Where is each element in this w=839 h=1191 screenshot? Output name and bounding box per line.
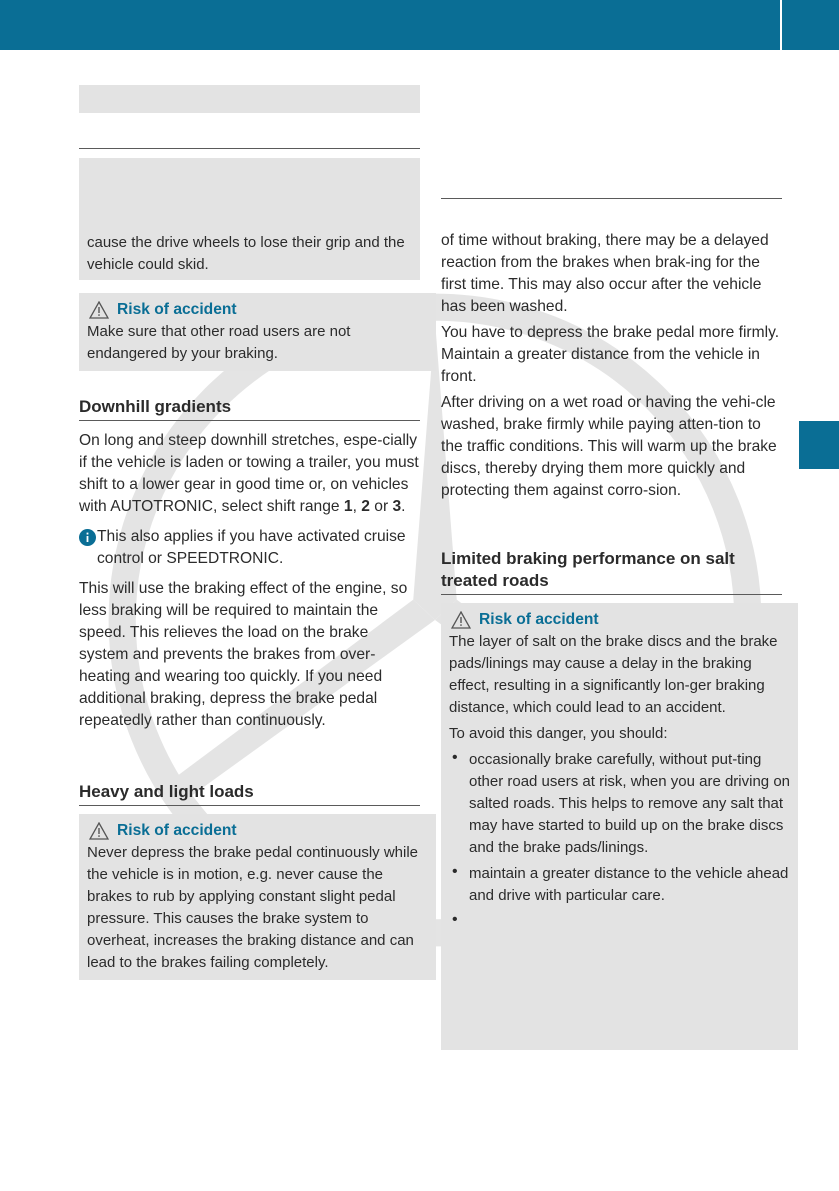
info-icon bbox=[79, 526, 97, 570]
warning-text: Never depress the brake pedal continuously while the vehicle is in motion, e.g. never cause the brakes to rub by applying constant slight pedal pressure. This causes the brake system to overheat, increases the braking distance and can lead to the brakes failing completely. bbox=[87, 844, 419, 971]
warning-heading bbox=[449, 609, 790, 631]
brakes-para2: You have to depress the brake pedal more firmly. Maintain a greater distance from the vehicle in front. bbox=[441, 324, 780, 385]
brakes-para1: of time without braking, there may be a delayed reaction from the brakes when brak-ing for the first time. This may also occur after the vehicle has been washed. bbox=[441, 232, 769, 315]
bullet-marker: • bbox=[452, 749, 458, 766]
salt-warning-text2: To avoid this danger, you should: bbox=[449, 725, 668, 742]
list-item bbox=[449, 749, 790, 859]
rule bbox=[441, 594, 782, 595]
warning-heading bbox=[87, 820, 428, 842]
heading-salt-roads: Limited braking performance on salt treated roads bbox=[441, 549, 735, 590]
list-item bbox=[449, 911, 790, 929]
range-3: 3 bbox=[392, 498, 402, 515]
downhill-para1 bbox=[79, 430, 420, 518]
header-divider bbox=[780, 0, 782, 50]
heading-loads: Heavy and light loads bbox=[79, 782, 254, 801]
bullet-marker: • bbox=[452, 911, 458, 928]
warning-text: Make sure that other road users are not endangered by your braking. bbox=[87, 323, 351, 362]
section-title-bar bbox=[79, 85, 420, 113]
page-header-bar bbox=[0, 0, 839, 50]
info-box-top bbox=[79, 158, 420, 280]
rule bbox=[441, 198, 782, 199]
rule bbox=[79, 148, 420, 149]
warning-title: Risk of accident bbox=[117, 301, 237, 318]
rule bbox=[79, 805, 420, 806]
list-item bbox=[449, 863, 790, 907]
bullet-text: maintain a greater distance to the vehicle ahead and drive with particular care. bbox=[469, 865, 789, 904]
warning-title: Risk of accident bbox=[117, 822, 237, 839]
salt-warning-text1: The layer of salt on the brake discs and the brake pads/linings may cause a delay in the braking effect, resulting in a significantly lon-ger braking distance, which could lead to an accident. bbox=[449, 633, 778, 716]
range-sep-2: or bbox=[369, 498, 393, 515]
warning-triangle-icon bbox=[89, 301, 109, 319]
top-box-text: cause the drive wheels to lose their grip and the vehicle could skid. bbox=[87, 234, 405, 273]
range-sep-1: , bbox=[352, 498, 362, 515]
range-1: 1 bbox=[343, 498, 353, 515]
warning-heading bbox=[87, 299, 428, 321]
warning-triangle-icon bbox=[89, 822, 109, 840]
brakes-para3: After driving on a wet road or having the vehi-cle washed, brake firmly while paying atten-tion to the traffic conditions. This will warm up the brake discs, thereby drying them more quickly and protecting them against corro-sion. bbox=[441, 394, 777, 499]
chapter-side-tab bbox=[799, 421, 839, 469]
downhill-para1-text: On long and steep downhill stretches, espe-cially if the vehicle is laden or towing a trailer, you must shift to a lower gear in good time or, on vehicles with AUTOTRONIC, select shift range bbox=[79, 432, 419, 515]
brakes-section bbox=[441, 230, 782, 502]
warning-box-braking bbox=[79, 293, 436, 371]
warning-triangle-icon bbox=[451, 611, 471, 629]
heading-downhill: Downhill gradients bbox=[79, 397, 232, 416]
bullet-marker: • bbox=[452, 863, 458, 880]
bullet-text: occasionally brake carefully, without put-ting other road users at risk, when you are driving on salted roads. This helps to remove any salt that may have started to build up on the brake discs and the brake pads/linings. bbox=[469, 751, 790, 856]
note-text: This also applies if you have activated cruise control or SPEEDTRONIC. bbox=[97, 528, 406, 567]
warning-title: Risk of accident bbox=[479, 611, 599, 628]
note-cruise-control bbox=[79, 526, 420, 570]
warning-box-salt bbox=[441, 603, 798, 1050]
para-end: . bbox=[401, 498, 406, 515]
warning-box-loads bbox=[79, 814, 436, 980]
downhill-section bbox=[79, 430, 420, 732]
rule bbox=[79, 420, 420, 421]
range-2: 2 bbox=[361, 498, 370, 515]
downhill-para2: This will use the braking effect of the engine, so less braking will be required to maintain the speed. This relieves the load on the brake system and prevents the brakes from over-heating and wearing too quickly. If you need additional braking, depress the brake pedal repeatedly rather than continuously. bbox=[79, 580, 408, 729]
